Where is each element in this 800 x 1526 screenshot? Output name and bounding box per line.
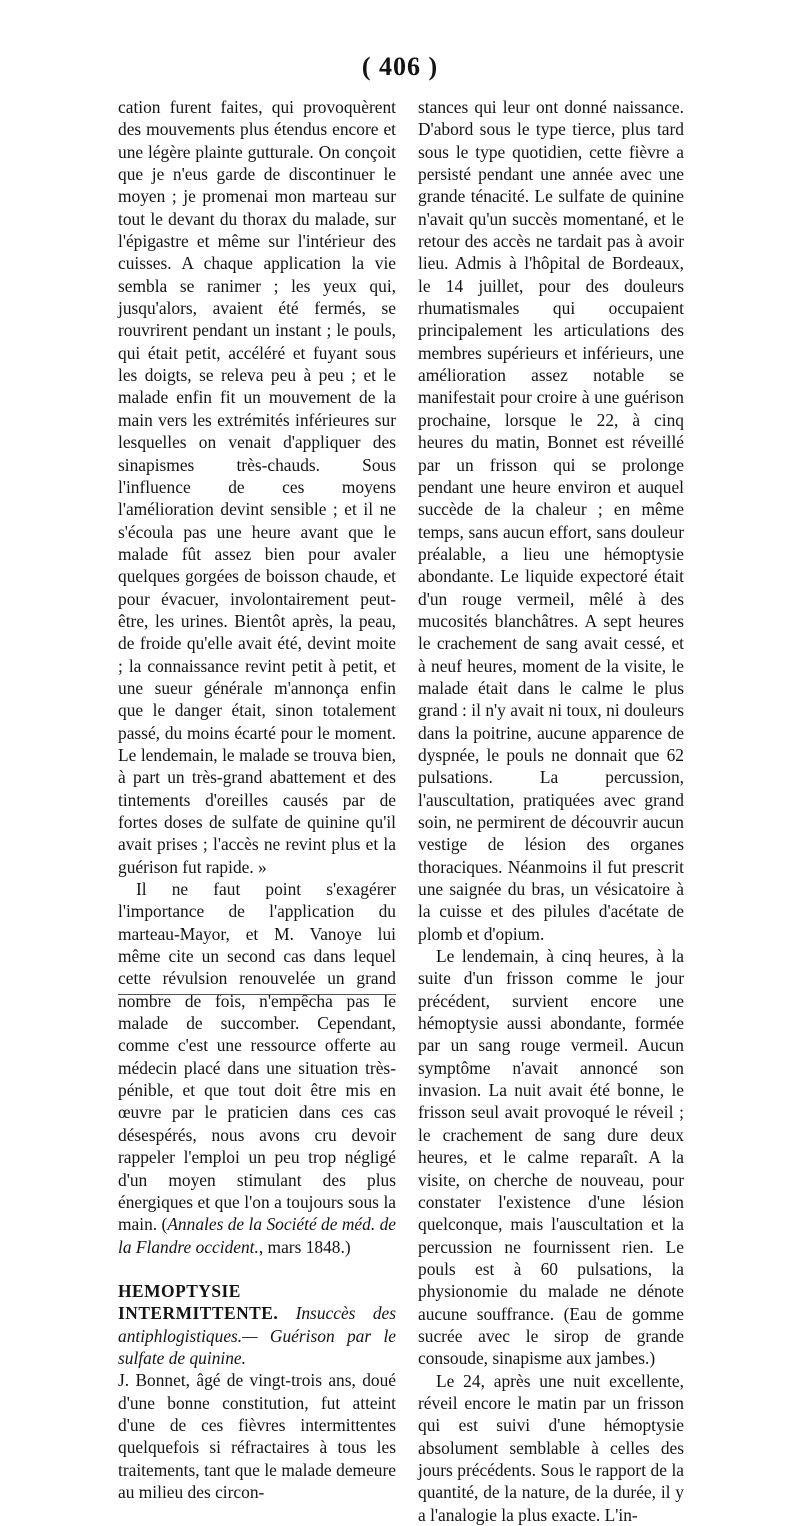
heading-subtitle: Insuccès des antiphlogistiques.— Guérison par le sulfate de quinine. [118, 1303, 396, 1368]
paragraph [118, 878, 396, 1258]
paragraph: cation furent faites, qui provoquèrent des mouvements plus étendus encore et une légère plainte gutturale. On conçoit que je n'eus garde de discontinuer le moyen ; je promenai mon marteau sur tout le devant du thorax du malade, sur l'épigastre et même sur l'intérieur des cuisses. A chaque application la vie sembla se ranimer ; les yeux qui, jusqu'alors, avaient été fermés, se rouvrirent pendant un instant ; le pouls, qui était petit, accéléré et fuyant sous les doigts, se releva peu à peu ; et le malade enfin fit un mouvement de la main vers les extrémités inférieures sur lesquelles on venait d'appliquer des sinapismes très-chauds. Sous l'influence de ces moyens l'amélioration devint sensible ; et il ne s'écoula pas une heure avant que le malade fût assez bien pour avaler quelques gorgées de boisson chaude, et pour évacuer, involontairement peut-être, les urines. Bientôt après, la peau, de froide qu'elle avait été, devint moite ; la connaissance revint petit à petit, et une sueur générale m'annonça enfin que le danger était, sinon totalement passé, du moins écarté pour le moment. Le lendemain, le malade se trouva bien, à part un très-grand abattement et des tintements d'oreilles causés par de fortes doses de sulfate de quinine qu'il avait prises ; l'accès ne revint plus et la guérison fut rapide. » [118, 97, 396, 877]
right-column [418, 96, 684, 1526]
section-heading [118, 1280, 396, 1369]
section-divider [118, 994, 396, 995]
paragraph: stances qui leur ont donné naissance. D'abord sous le type tierce, plus tard sous le type quotidien, cette fièvre a persisté pendant une année avec une grande ténacité. Le sulfate de quinine n'avait qu'un succès momentané, et le retour des accès ne tardait pas à avoir lieu. Admis à l'hôpital de Bordeaux, le 14 juillet, pour des douleurs rhumatismales qui occupaient principalement les articulations des membres supérieurs et inférieurs, une amélioration assez notable se manifestait pour croire à une guérison prochaine, lorsque le 22, à cinq heures du matin, Bonnet est réveillé par un frisson qui se prolonge pendant une heure environ et auquel succède de la chaleur ; en même temps, sans aucun effort, sans douleur préalable, a lieu une hémoptysie abondante. Le liquide expectoré était d'un rouge vermeil, mêlé à des mucosités blanchâtres. A sept heures le crachement de sang avait cessé, et à neuf heures, moment de la visite, le malade était dans le calme le plus grand : il n'y avait ni toux, ni douleurs dans la poitrine, aucune apparence de dyspnée, le pouls ne donnait que 62 pulsations. La percussion, l'auscultation, pratiquées avec grand soin, ne permirent de découvrir aucun vestige de lésion des organes thoraciques. Néanmoins il fut prescrit une saignée du bras, un vésicatoire à la cuisse et des pilules d'acétate de plomb et d'opium. [418, 97, 684, 944]
paragraph: Le 24, après une nuit excellente, réveil encore le matin par un frisson qui est suivi d'une hémoptysie absolument semblable à celles des jours précédents. Sous le rapport de la quantité, de la nature, de la durée, il y a l'analogie la plus exacte. L'in- [418, 1370, 684, 1525]
paragraph: Le lendemain, à cinq heures, à la suite d'un frisson comme le jour précédent, survient encore une hémoptysie aussi abondante, formée par un sang rouge vermeil. Aucun symptôme n'avait annoncé son invasion. La nuit avait été bonne, le frisson seul avait provoqué le réveil ; le crachement de sang dure deux heures, et le calme reparaît. A la visite, on cherche de nouveau, pour constater l'existence d'une lésion quelconque, mais l'auscultation et la percussion ne fournissent rien. Le pouls est à 60 pulsations, la physionomie du malade ne dénote aucune souffrance. (Eau de gomme sucrée avec le sirop de grande consoude, sinapisme aux jambes.) [418, 946, 684, 1369]
paragraph-text: Il ne faut point s'exagérer l'importance de l'application du marteau-Mayor, et M. Vanoye lui même cite un second cas dans lequel cette révulsion renouvelée un grand nombre de fois, n'empêcha pas le malade de succomber. Cependant, comme c'est une ressource offerte au médecin placé dans une situation très-pénible, et que tout doit être mis en œuvre par le praticien dans ces cas désespérés, nous avons cru devoir rappeler l'emploi un peu trop négligé d'un moyen stimulant des plus énergiques et que l'on a toujours sous la main. ( [118, 879, 396, 1235]
citation: Annales de la Société de méd. de la Flandre occident. [118, 1214, 396, 1257]
heading-title: HEMOPTYSIE INTERMITTENTE. [118, 1280, 279, 1324]
citation-date: , mars 1848.) [258, 1236, 351, 1257]
left-column [118, 96, 396, 1503]
paragraph: J. Bonnet, âgé de vingt-trois ans, doué d'une bonne constitution, fut atteint d'une de ces fièvres intermittentes quelquefois si réfractaires à tous les traitements, tant que le malade demeure au milieu des circon- [118, 1370, 396, 1502]
page-number: ( 406 ) [361, 52, 439, 81]
